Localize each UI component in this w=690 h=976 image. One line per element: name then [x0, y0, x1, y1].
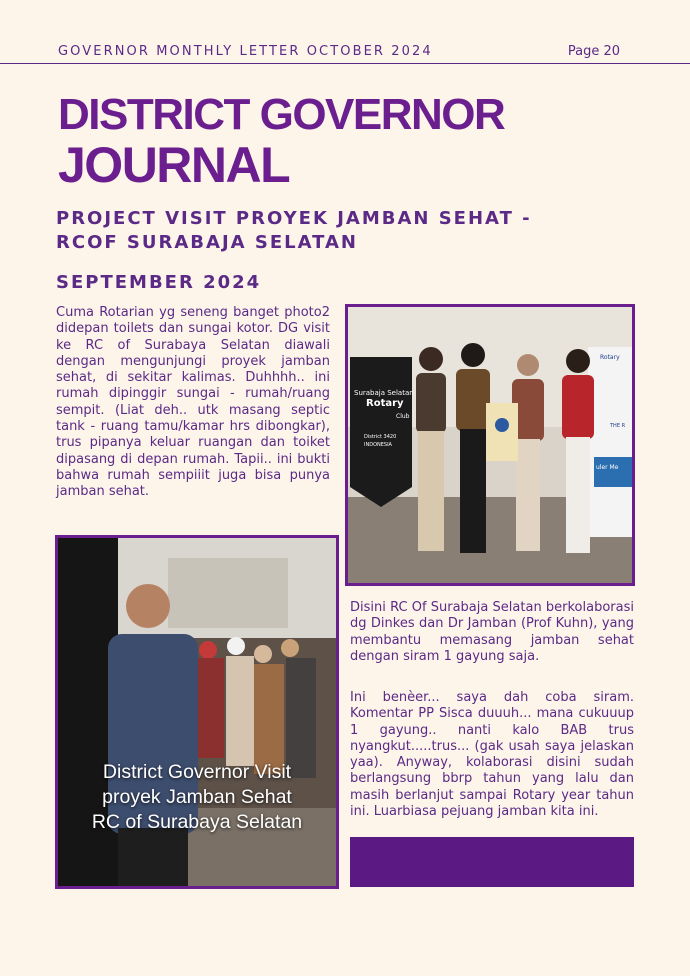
banner-line1: Surabaja Selatan — [354, 389, 414, 397]
article-date: SEPTEMBER 2024 — [56, 272, 262, 293]
newsletter-header-title: GOVERNOR MONTHLY LETTER OCTOBER 2024 — [58, 44, 433, 59]
caption-line2: proyek Jamban Sehat — [102, 786, 292, 808]
article-subtitle: PROJECT VISIT PROYEK JAMBAN SEHAT - RCOF SURABAJA SELATAN — [56, 208, 532, 253]
right-banner-mid: THE R — [610, 423, 626, 429]
banner-line3: Club — [396, 413, 410, 420]
banner-line2: Rotary — [366, 398, 404, 409]
decorative-purple-block — [350, 837, 634, 887]
banner-line4: District 3420 — [364, 434, 397, 440]
banner-line5: INDONESIA — [364, 442, 392, 448]
body-paragraph-1: Cuma Rotarian yg seneng banget photo2 didepan toilets dan sungai kotor. DG visit ke RC of Surabaya Selatan diawali dengan mengunjungi proyek jamban sehat, di sekitar kalimas. Duhhhh.. ini rumah dipinggir sungai - rumah/ruang sempit. (Liat deh.. utk masang septic tank - ruang tamu/kamar hrs dibongkar), trus pipanya keluar ruangan dan toiket dipasang di depan rumah. Tapii.. ini bukti bahwa rumah sempiiit juga bisa punya jamban sehat. — [56, 305, 330, 500]
caption-line1: District Governor Visit — [102, 761, 292, 783]
rotary-club-banner — [350, 357, 414, 507]
header-divider — [0, 63, 690, 64]
right-banner-top: Rotary — [600, 354, 620, 361]
street-visit-photo — [55, 535, 339, 889]
body-paragraph-3: Ini benèer... saya dah coba siram. Komentar PP Sisca duuuh... mana cukuuup 1 gayung.. nanti kalo BAB trus nyangkut.....trus... (gak usah saya jelaskan yaa). Anyway, kolaborasi disini sudah berlangsung bbrp tahun yang lalu dan masih berlanjut sampai Rotary year tahun ini. Luarbiasa pejuang jamban kita ini. — [350, 690, 634, 820]
body-paragraph-2: Disini RC Of Surabaja Selatan berkolaborasi dg Dinkes dan Dr Jamban (Prof Kuhn), yang membantu memasang jamban sehat dengan siram 1 gayung saja. — [350, 600, 634, 664]
right-banner-bottom: uler Me — [596, 464, 619, 471]
journal-title-line2: JOURNAL — [58, 137, 290, 193]
page-number: Page 20 — [567, 44, 620, 59]
journal-title-line1: DISTRICT GOVERNOR — [58, 90, 505, 139]
rotary-standing-banner — [588, 347, 632, 537]
photo-caption — [58, 760, 336, 835]
group-photo — [345, 304, 635, 586]
caption-line3: RC of Surabaya Selatan — [91, 811, 303, 833]
